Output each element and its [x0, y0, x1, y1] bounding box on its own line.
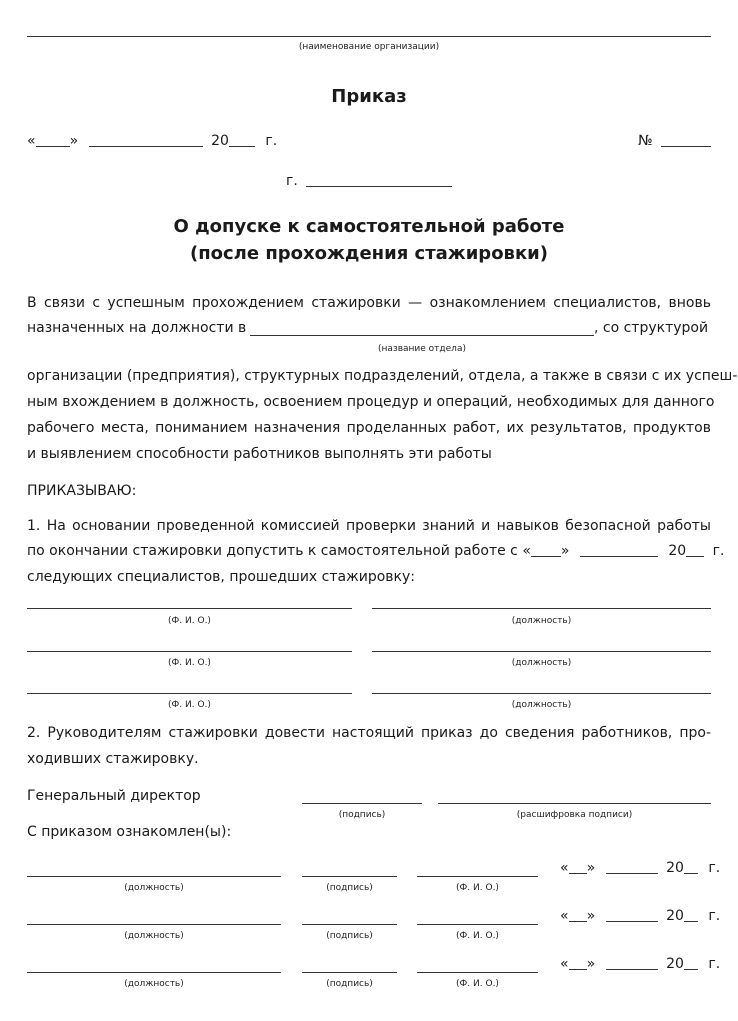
- specialist-fio-field-1[interactable]: [27, 608, 352, 609]
- ack-quote-close-2: »: [586, 908, 596, 924]
- ack-year-suffix-3: г.: [708, 956, 721, 972]
- ack-fio-caption-2: (Ф. И. О.): [456, 931, 499, 941]
- director-signature-caption: (подпись): [338, 810, 386, 820]
- ack-date-1: [560, 859, 720, 876]
- ack-month-field-3[interactable]: [606, 955, 658, 970]
- ack-fio-field-1[interactable]: [417, 876, 538, 877]
- acquainted-label: С приказом ознакомлен(ы):: [27, 824, 232, 840]
- order-number: [638, 132, 711, 149]
- specialist-position-caption-1: (должность): [511, 616, 572, 626]
- organization-name-field[interactable]: [27, 36, 711, 37]
- admission-month-field[interactable]: [580, 542, 658, 557]
- quote-open: «: [27, 133, 36, 149]
- intro-line-2-end: , со структурой: [594, 320, 709, 336]
- specialist-fio-field-3[interactable]: [27, 693, 352, 694]
- ack-position-field-3[interactable]: [27, 972, 281, 973]
- specialist-position-caption-3: (должность): [511, 700, 572, 710]
- city-line: [286, 172, 452, 189]
- specialist-fio-caption-2: (Ф. И. О.): [168, 658, 211, 668]
- ack-signature-caption-2: (подпись): [326, 931, 373, 941]
- ack-quote-open-3: «: [560, 956, 569, 972]
- organization-caption: (наименование организации): [298, 42, 440, 52]
- director-decode-caption: (расшифровка подписи): [516, 810, 633, 820]
- ack-year-field-2[interactable]: [684, 907, 698, 922]
- day-field[interactable]: [36, 132, 70, 147]
- ack-year-prefix-3: 20: [666, 956, 684, 972]
- intro-line-1: В связи с успешным прохождением стажировки — ознакомлением специалистов, вновь: [27, 295, 711, 311]
- number-field[interactable]: [661, 132, 711, 147]
- ack-fio-caption-1: (Ф. И. О.): [456, 883, 499, 893]
- subject-line-2: (после прохождения стажировки): [189, 243, 549, 264]
- department-field[interactable]: [250, 335, 594, 336]
- city-prefix: г.: [286, 173, 298, 189]
- ack-year-suffix-1: г.: [708, 860, 721, 876]
- item1-line-1: 1. На основании проведенной комиссией проверки знаний и навыков безопасной работы: [27, 518, 711, 534]
- ack-month-field-1[interactable]: [606, 859, 658, 874]
- ack-quote-open-1: «: [560, 860, 569, 876]
- intro-line-4: ным вхождением в должность, освоением процедур и операций, необходимых для данного: [27, 394, 715, 410]
- admission-year-prefix: 20: [668, 543, 687, 559]
- month-field[interactable]: [89, 132, 203, 147]
- admission-quote-close: »: [560, 543, 570, 559]
- ack-year-field-1[interactable]: [684, 859, 698, 874]
- admission-day-field[interactable]: [531, 542, 561, 557]
- order-date: [27, 132, 277, 149]
- admission-year-field[interactable]: [686, 542, 704, 557]
- specialist-fio-caption-1: (Ф. И. О.): [168, 616, 211, 626]
- admission-year-suffix: г.: [712, 543, 725, 559]
- intro-line-3: организации (предприятия), структурных подразделений, отдела, а также в связи с их успеш-: [27, 368, 738, 384]
- ack-signature-caption-3: (подпись): [326, 979, 373, 989]
- director-signature-field[interactable]: [302, 803, 422, 804]
- ack-position-field-1[interactable]: [27, 876, 281, 877]
- ack-signature-field-2[interactable]: [302, 924, 397, 925]
- ack-quote-close-1: »: [586, 860, 596, 876]
- number-sign: №: [638, 133, 653, 149]
- ack-day-field-2[interactable]: [569, 907, 587, 922]
- year-suffix: г.: [265, 133, 278, 149]
- specialist-fio-caption-3: (Ф. И. О.): [168, 700, 211, 710]
- specialist-position-field-1[interactable]: [372, 608, 711, 609]
- ack-quote-open-2: «: [560, 908, 569, 924]
- ack-position-caption-3: (должность): [124, 979, 184, 989]
- year-field[interactable]: [229, 132, 255, 147]
- ack-month-field-2[interactable]: [606, 907, 658, 922]
- ack-position-caption-1: (должность): [124, 883, 184, 893]
- ack-signature-field-1[interactable]: [302, 876, 397, 877]
- specialist-position-field-3[interactable]: [372, 693, 711, 694]
- ack-year-prefix-2: 20: [666, 908, 684, 924]
- ack-position-caption-2: (должность): [124, 931, 184, 941]
- ack-day-field-1[interactable]: [569, 859, 587, 874]
- ack-day-field-3[interactable]: [569, 955, 587, 970]
- year-prefix: 20: [211, 133, 229, 149]
- item1-line-2-text: по окончании стажировки допустить к самостоятельной работе с «: [27, 543, 531, 559]
- order-word: ПРИКАЗЫВАЮ:: [27, 483, 137, 499]
- ack-date-3: [560, 955, 720, 972]
- intro-line-5: рабочего места, пониманием назначения проделанных работ, их результатов, продуктов: [27, 420, 711, 436]
- ack-fio-field-3[interactable]: [417, 972, 538, 973]
- item1-line-3: следующих специалистов, прошедших стажировку:: [27, 569, 415, 585]
- document-title: Приказ: [331, 86, 407, 107]
- ack-signature-caption-1: (подпись): [326, 883, 373, 893]
- ack-year-prefix-1: 20: [666, 860, 684, 876]
- specialist-position-field-2[interactable]: [372, 651, 711, 652]
- ack-fio-caption-3: (Ф. И. О.): [456, 979, 499, 989]
- ack-signature-field-3[interactable]: [302, 972, 397, 973]
- specialist-position-caption-2: (должность): [511, 658, 572, 668]
- director-decode-field[interactable]: [438, 803, 711, 804]
- ack-year-suffix-2: г.: [708, 908, 721, 924]
- ack-date-2: [560, 907, 720, 924]
- intro-line-2-start: назначенных на должности в: [27, 320, 247, 336]
- item2-line-1: 2. Руководителям стажировки довести настоящий приказ до сведения работников, про-: [27, 725, 711, 741]
- ack-position-field-2[interactable]: [27, 924, 281, 925]
- item2-line-2: ходивших стажировку.: [27, 751, 199, 767]
- city-field[interactable]: [306, 172, 452, 187]
- quote-close: »: [69, 133, 79, 149]
- ack-quote-close-3: »: [586, 956, 596, 972]
- department-caption: (название отдела): [378, 344, 466, 354]
- intro-line-6: и выявлением способности работников выполнять эти работы: [27, 446, 492, 462]
- specialist-fio-field-2[interactable]: [27, 651, 352, 652]
- item1-line-2: [27, 538, 724, 564]
- ack-year-field-3[interactable]: [684, 955, 698, 970]
- director-label: Генеральный директор: [27, 788, 201, 804]
- subject-line-1: О допуске к самостоятельной работе: [173, 216, 565, 237]
- ack-fio-field-2[interactable]: [417, 924, 538, 925]
